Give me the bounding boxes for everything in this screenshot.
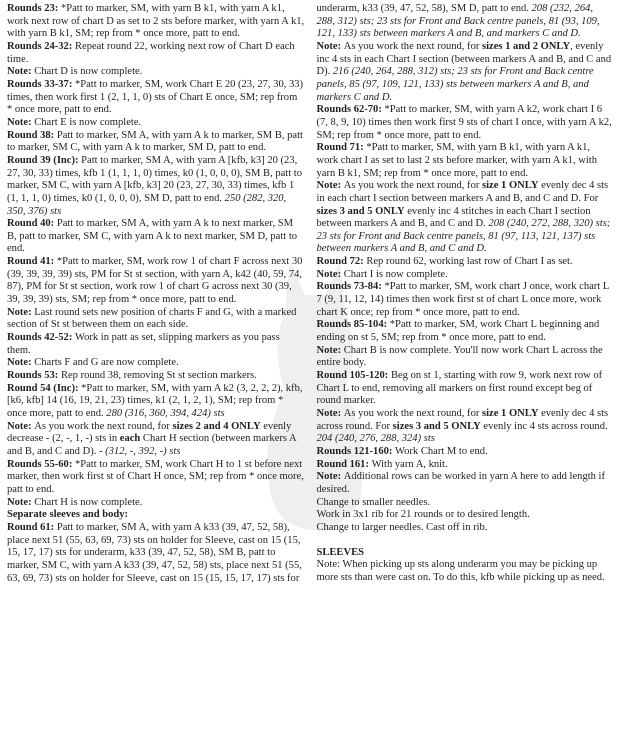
round-label: Rounds 85-104: xyxy=(316,319,390,331)
instruction-text: Chart E is now complete. xyxy=(34,116,142,128)
round-label: Rounds 53: xyxy=(7,370,61,382)
round-label: Separate sleeves and body: xyxy=(7,509,128,521)
instruction-text: *Patt to marker, SM, work Chart L beginning and ending on st 5, SM; rep from * once more, patt to end. xyxy=(316,319,600,344)
round-label: Rounds 62-70: xyxy=(316,104,385,116)
instruction-text: evenly inc 4 sts across round. xyxy=(480,420,608,432)
stitch-count: 250 (282, 320, 350, 376) sts xyxy=(7,192,287,217)
instruction-paragraph xyxy=(7,459,305,497)
instruction-text: Chart B is now complete. You'll now work Chart L across the entire body. xyxy=(316,344,603,369)
instruction-text: *Patt to marker, SM, work row 1 of chart F across next 30 (39, 39, 39, 39) sts, PM for St st section, with yarn A, k42 (40, 59, 74, 87), PM for St st section, work row 1 of chart G across next 30 (39, 39, 39, 39) sts, SM; rep from * once more, patt to end. xyxy=(7,256,303,306)
instruction-text: Note: When picking up sts along underarm you may be picking up more sts than were cast on. To do this, kfb while picking up as need. xyxy=(316,559,605,583)
instruction-text: evenly inc 4 stitches in each Chart I section between markers A and B, and C and D. xyxy=(316,205,591,230)
instruction-text: Chart H section (between markers A and B, and C and D). xyxy=(7,433,297,457)
instruction-paragraph xyxy=(7,66,305,79)
instruction-text: *Patt to marker, SM, with yarn B k1, with yarn A k1, work chart I as set to last 2 sts before marker, with yarn A k1, with yarn B k1, SM; rep from * once more, patt to end. xyxy=(316,142,597,179)
instruction-paragraph xyxy=(317,370,615,408)
size-qualifier: sizes 3 and 5 ONLY xyxy=(392,420,481,432)
round-label: Rounds 55-60: xyxy=(7,458,75,470)
size-qualifier: size 1 ONLY xyxy=(482,180,539,192)
instruction-text: Patt to marker, SM A, with yarn A k to marker, SM B, patt to marker, SM C, with yarn A k to marker, SM D, patt to end. xyxy=(7,129,303,154)
instruction-text: evenly dec 4 sts across round. For xyxy=(316,408,609,432)
round-label: Round 40: xyxy=(7,218,57,230)
instruction-paragraph xyxy=(7,117,305,130)
round-label: Note: xyxy=(316,344,344,356)
instruction-text: As you work the next round, for xyxy=(343,180,482,192)
round-label: Note: xyxy=(316,268,344,280)
instruction-paragraph xyxy=(7,332,305,357)
round-label: Round 105-120: xyxy=(316,370,391,382)
instruction-paragraph xyxy=(317,104,615,142)
stitch-count: - (312, -, 392, -) sts xyxy=(98,445,181,457)
instruction-text: Patt to marker, SM A, with yarn A [kfb, k3] 20 (23, 27, 30, 33) times, kfb 1 (1, 1, 1, 0) times, k0 (1, 0, 0, 0), SM B, patt to marker, SM C, with yarn A [kfb, k3] 20 (23, 27, 30, 33) times, kfb 1 (1, 1, 1, 0) times, k0 (1, 0, 0, 0), SM D, patt to end. xyxy=(7,154,303,204)
stitch-count: 208 (240, 272, 288, 320) sts; 23 sts for Front and Back centre panels, 81 (97, 113, 121, 137) sts between markers A and B, and C and D. xyxy=(316,218,611,255)
instruction-paragraph xyxy=(317,319,615,344)
instruction-text: Chart I is now complete. xyxy=(343,268,448,280)
instruction-text: As you work the next round, for xyxy=(343,40,482,52)
instruction-text: Last round sets new position of charts F and G, with a marked section of St st between them on each side. xyxy=(7,306,297,331)
size-qualifier: sizes 3 and 5 ONLY xyxy=(316,205,405,217)
stitch-count: 216 (240, 264, 288, 312) sts; 23 sts for Front and Back centre panels, 85 (97, 109, 121, 133) sts between markers A and B, and markers C and D. xyxy=(316,66,594,103)
instruction-paragraph xyxy=(7,79,305,117)
instruction-text: *Patt to marker, SM, work chart J once, work chart L 7 (9, 11, 12, 14) times then work first st of chart L once more, work chart K once; rep from * once more, patt to end. xyxy=(316,281,609,318)
instruction-paragraph xyxy=(317,471,615,496)
instruction-text: Change to smaller needles. xyxy=(316,496,431,508)
instruction-paragraph xyxy=(7,218,305,256)
round-label: Round 61: xyxy=(7,521,57,533)
instruction-paragraph xyxy=(7,3,305,41)
instruction-text: evenly decrease - (2, -, 1, -) sts in xyxy=(7,420,292,445)
round-label: Note: xyxy=(7,496,35,508)
instruction-text: With yarn A, knit. xyxy=(371,458,448,470)
round-label: Rounds 42-52: xyxy=(7,332,75,344)
instruction-text: Chart D is now complete. xyxy=(34,66,143,78)
instruction-text: *Patt to marker, SM, work Chart H to 1 st before next marker, then work first st of Chart H once, SM; rep from * once more, patt to end. xyxy=(7,458,304,495)
instruction-paragraph xyxy=(317,559,615,584)
instruction-text: *Patt to marker, SM, with yarn A k2, work chart I 6 (7, 8, 9, 10) times then work first 9 sts of chart I once, with yarn A k2, SM; rep from * once more, patt to end. xyxy=(316,104,612,141)
round-label: Round 41: xyxy=(7,256,57,268)
instruction-text: Rep round 38, removing St st section markers. xyxy=(60,370,257,382)
instruction-paragraph xyxy=(317,180,615,256)
size-qualifier: each xyxy=(119,433,141,445)
instruction-paragraph xyxy=(317,142,615,180)
instruction-text: Patt to marker, SM A, with yarn A k33 (39, 47, 52, 58), place next 51 (55, 63, 69, 73) sts on holder for Sleeve, cast on 15 (15, 15, 17, 17) sts for underarm, k33 (39, 47, 52, 58), SM B, patt to marker, SM C, with yarn A k33 (39, 47, 52, 58) sts, place next 51 (55, 63, 69, 73) sts on holder for Sleeve, cast on 15 (15, 15, 17, 17) sts for xyxy=(7,521,302,584)
round-label: Note: xyxy=(316,180,344,192)
instruction-paragraph xyxy=(7,357,305,370)
size-qualifier: size 1 ONLY xyxy=(482,408,539,419)
round-label: Rounds 23: xyxy=(7,3,61,14)
round-label: Note: xyxy=(7,66,35,78)
instruction-paragraph xyxy=(317,446,615,459)
instruction-paragraph xyxy=(317,41,615,104)
instruction-paragraph xyxy=(317,281,615,319)
round-label: Rounds 33-37: xyxy=(7,78,75,90)
instruction-paragraph xyxy=(7,522,305,585)
size-qualifier: sizes 2 and 4 ONLY xyxy=(172,420,261,432)
round-label: Note: xyxy=(316,40,344,52)
left-column xyxy=(7,3,305,753)
instruction-text: As you work the next round, for xyxy=(34,420,173,432)
instruction-text: *Patt to marker, SM, with yarn A k2 (3, 2, 2, 2), kfb, [k6, kfb] 14 (16, 19, 21, 23) times, k1 (2, 1, 2, 1), SM; rep from * once more, patt to end. xyxy=(7,382,303,419)
instruction-text: Patt to marker, SM A, with yarn A k to next marker, SM B, patt to marker, SM C, with yarn A k to next marker, SM D, patt to end. xyxy=(7,218,298,255)
instruction-text: Work Chart M to end. xyxy=(395,445,488,457)
instruction-paragraph xyxy=(317,459,615,472)
instruction-text: Chart H is now complete. xyxy=(34,496,143,508)
round-label: Note: xyxy=(7,420,35,432)
round-label: Note: xyxy=(7,357,35,369)
instruction-text: *Patt to marker, SM, with yarn B k1, with yarn A k1, work next row of chart D as set to 2 sts before marker, with yarn A k1, with yarn B k1, SM; rep from * once more, patt to end. xyxy=(7,3,305,40)
instruction-paragraph xyxy=(7,130,305,155)
stitch-count: 204 (240, 276, 288, 324) sts xyxy=(316,433,435,445)
instruction-text: Additional rows can be worked in yarn A here to add length if desired. xyxy=(316,471,605,495)
instruction-paragraph xyxy=(7,307,305,332)
instruction-paragraph xyxy=(7,497,305,510)
round-label: Round 161: xyxy=(316,458,372,470)
round-label: Rounds 24-32: xyxy=(7,40,75,52)
round-label: Note: xyxy=(7,116,35,128)
round-label: Round 38: xyxy=(7,129,57,141)
instruction-text: Work in patt as set, slipping markers as you pass them. xyxy=(7,332,280,356)
instruction-paragraph xyxy=(7,155,305,218)
instruction-paragraph xyxy=(317,345,615,370)
instruction-paragraph xyxy=(7,256,305,307)
round-label: Note: xyxy=(7,306,35,318)
round-label: Round 72: xyxy=(316,256,367,268)
instruction-text: evenly dec 4 sts in each chart I section between markers A and B, and C and D. For xyxy=(316,180,609,204)
instruction-text: Charts F and G are now complete. xyxy=(34,357,179,369)
instruction-paragraph xyxy=(317,522,615,535)
size-qualifier: sizes 1 and 2 ONLY xyxy=(482,40,571,52)
instruction-paragraph xyxy=(7,383,305,421)
instruction-paragraph xyxy=(7,41,305,66)
round-label: Round 39 (Inc): xyxy=(7,154,82,166)
round-label: Round 71: xyxy=(316,142,367,154)
round-label: Rounds 73-84: xyxy=(316,281,385,293)
instruction-paragraph xyxy=(317,509,615,522)
instruction-text: Repeat round 22, working next row of Chart D each time. xyxy=(7,40,295,65)
instruction-paragraph xyxy=(317,256,615,269)
instruction-paragraph xyxy=(7,509,305,522)
instruction-text: Beg on st 1, starting with row 9, work next row of Chart L to end, removing all markers on first round except beg of round marker. xyxy=(316,370,603,407)
instruction-paragraph xyxy=(317,3,615,41)
right-column xyxy=(317,3,615,753)
instruction-text: Work in 3x1 rib for 21 rounds or to desired length. xyxy=(316,509,530,521)
stitch-count: 208 (232, 264, 288, 312) sts; 23 sts for Front and Back centre panels, 81 (93, 109, 121, 133) sts between markers A and B, and markers C and D. xyxy=(316,3,600,40)
instruction-paragraph xyxy=(317,269,615,282)
instruction-text: underarm, k33 (39, 47, 52, 58), SM D, patt to end. xyxy=(316,3,532,14)
instruction-text: Rep round 62, working last row of Chart I as set. xyxy=(366,256,573,268)
instruction-paragraph xyxy=(317,497,615,510)
round-label: Rounds 121-160: xyxy=(316,445,396,457)
instruction-paragraph xyxy=(317,408,615,446)
instruction-text: *Patt to marker, SM, work Chart E 20 (23, 27, 30, 33) times, then work first 1 (2, 1, 1, 0) sts of Chart E once, SM; rep from * once more, patt to end. xyxy=(7,78,304,116)
instruction-text: Change to larger needles. Cast off in rib. xyxy=(316,521,488,533)
round-label: Note: xyxy=(316,408,344,419)
section-heading: SLEEVES xyxy=(316,546,364,558)
instruction-paragraph xyxy=(7,370,305,383)
round-label: Round 54 (Inc): xyxy=(7,382,82,394)
round-label: Note: xyxy=(316,471,344,483)
instruction-text: , evenly inc 4 sts in each Chart I section (between markers A and B, and C and D). xyxy=(316,40,612,78)
instruction-text: As you work the next round, for xyxy=(343,408,482,419)
stitch-count: 280 (316, 360, 394, 424) sts xyxy=(106,408,225,419)
instruction-paragraph xyxy=(7,421,305,459)
